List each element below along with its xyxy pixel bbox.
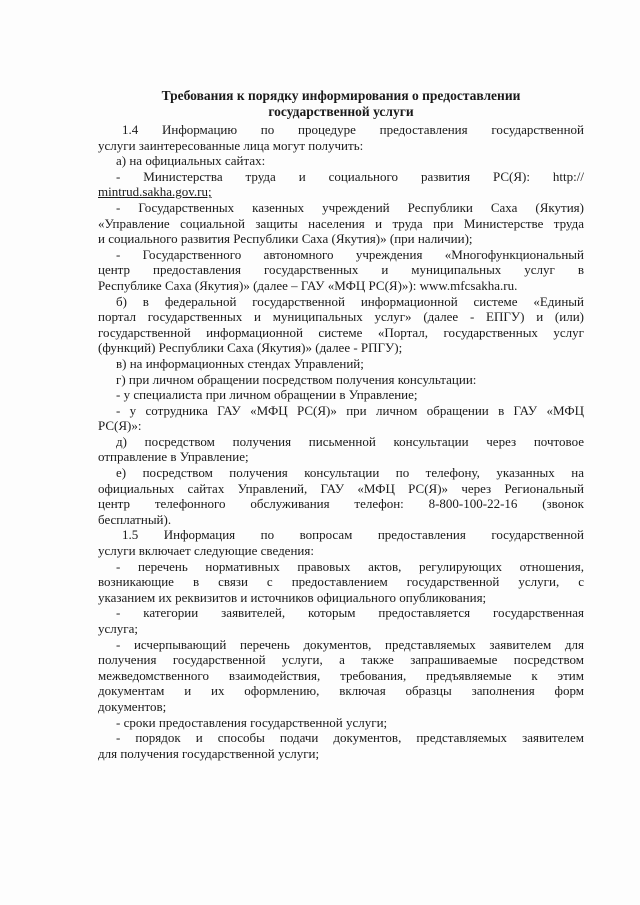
list-item-d: д) посредством получения письменной консультации через почтовое: [116, 433, 584, 449]
text-line: Республике Саха (Якутия)» (далее – ГАУ «МФЦ РС(Я)»): www.mfcsakha.ru.: [98, 277, 518, 293]
title-line: государственной услуги: [268, 104, 414, 119]
list-item-a: а) на официальных сайтах:: [116, 153, 266, 169]
document-content: [98, 88, 584, 761]
list-item-deadlines: - сроки предоставления государственной услуги;: [116, 714, 388, 730]
list-item-gku: - Государственных казенных учреждений Республики Саха (Якутия): [116, 199, 584, 215]
text-line: «Управление социальной защиты населения и труда при Министерстве труда: [98, 215, 584, 231]
text-line: указанием их реквизитов и источников официального опубликования;: [98, 589, 487, 605]
text-line: и социального развития Республики Саха (Якутия)» (при наличии);: [98, 231, 473, 247]
title-line: Требования к порядку информирования о предоставлении: [161, 88, 521, 103]
list-item-specialist: - у специалиста при личном обращении в Управление;: [116, 387, 418, 403]
list-item-mfc-employee: - у сотрудника ГАУ «МФЦ РС(Я)» при личном обращении в ГАУ «МФЦ: [116, 402, 584, 418]
list-item-g: г) при личном обращении посредством получения консультации:: [116, 371, 477, 387]
list-item-v: в) на информационных стендах Управлений;: [116, 355, 364, 371]
list-item-ministry: - Министерства труда и социального развития РС(Я): http://: [116, 168, 584, 184]
list-item-legal-acts: - перечень нормативных правовых актов, регулирующих отношения,: [116, 558, 584, 574]
text-line: получения государственной услуги, а также запрашиваемые посредством: [98, 652, 584, 668]
text-line: центр телефонного обслуживания телефон: 8-800-100-22-16 (звонок: [98, 496, 584, 512]
list-item-documents: - исчерпывающий перечень документов, представляемых заявителем для: [116, 636, 584, 652]
list-item-e: е) посредством получения консультации по телефону, указанных на: [116, 465, 584, 481]
text-line: услуги заинтересованные лица могут получить:: [98, 137, 364, 153]
list-item-submission-procedure: - порядок и способы подачи документов, представляемых заявителем: [116, 730, 584, 746]
document-title: [98, 88, 584, 120]
document-body: [98, 122, 584, 761]
text-line: отправление в Управление;: [98, 449, 249, 465]
text-line: межведомственного взаимодействия, требования, предъявляемые к этим: [98, 667, 584, 683]
text-line: РС(Я)»:: [98, 418, 142, 434]
text-line: (функций) Республики Саха (Якутия)» (далее - РПГУ);: [98, 340, 403, 356]
text-line: официальных сайтах Управлений, ГАУ «МФЦ РС(Я)» через Региональный: [98, 480, 584, 496]
list-item-gau: - Государственного автономного учреждения «Многофункциональный: [116, 246, 584, 262]
text-line: государственной информационной системе «Портал, государственных услуг: [98, 324, 584, 340]
text-line: центр предоставления государственных и муниципальных услуг в: [98, 262, 584, 278]
text-line: для получения государственной услуги;: [98, 745, 320, 761]
text-line: возникающие в связи с предоставлением государственной услуги, с: [98, 574, 584, 590]
paragraph-1-5-heading: 1.5 Информация по вопросам предоставления государственной: [122, 527, 584, 543]
list-item-b: б) в федеральной государственной информационной системе «Единый: [116, 293, 584, 309]
text-line: услуги включает следующие сведения:: [98, 543, 314, 559]
text-line: портал государственных и муниципальных услуг» (далее - ЕПГУ) и (или): [98, 309, 584, 325]
paragraph-1-4-heading: 1.4 Информацию по процедуре предоставления государственной: [122, 122, 584, 137]
text-line: документам и их оформлению, включая образцы заполнения форм: [98, 683, 584, 699]
text-line: бесплатный).: [98, 511, 172, 527]
list-item-applicant-categories: - категории заявителей, которым предоставляется государственная: [116, 605, 584, 621]
text-line: услуга;: [98, 621, 138, 636]
text-line: документов;: [98, 698, 167, 714]
ministry-website-link[interactable]: mintrud.sakha.gov.ru;: [98, 184, 212, 200]
